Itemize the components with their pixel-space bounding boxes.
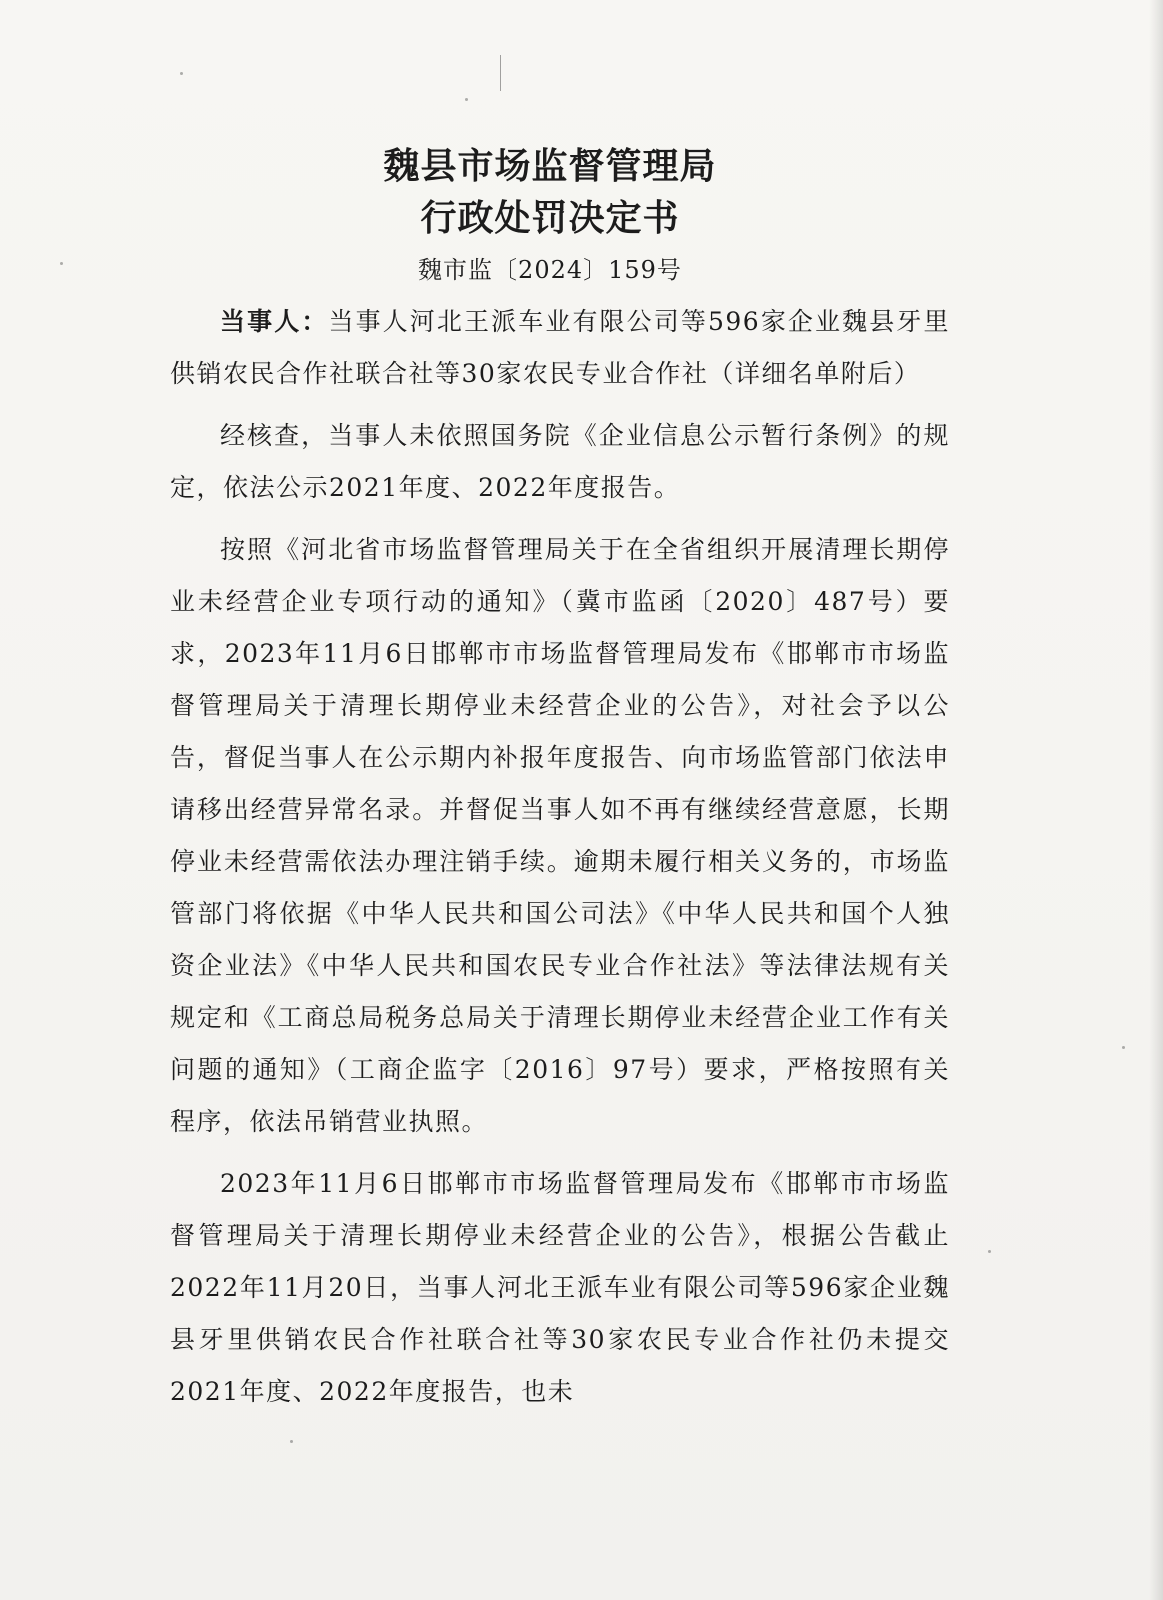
document-title-agency: 魏县市场监督管理局 bbox=[383, 146, 717, 187]
party-text: 当事人河北王派车业有限公司等596家企业魏县牙里供销农民合作社联合社等30家农民专业合作社（详细名单附后） bbox=[170, 307, 950, 388]
body-paragraph-1: 经核查，当事人未依照国务院《企业信息公示暂行条例》的规定，依法公示2021年度、2022年度报告。 bbox=[170, 421, 950, 502]
document-body bbox=[170, 296, 950, 1418]
body-paragraph-3: 2023年11月6日邯郸市市场监督管理局发布《邯郸市市场监督管理局关于清理长期停业未经营企业的公告》，根据公告截止2022年11月20日，当事人河北王派车业有限公司等596家企业魏县牙里供销农民合作社联合社等30家农民专业合作社仍未提交2021年度、2022年度报告，也未 bbox=[170, 1169, 950, 1406]
document-title-type: 行政处罚决定书 bbox=[420, 198, 680, 239]
scan-speck bbox=[465, 98, 468, 101]
scan-shadow-edge bbox=[1149, 0, 1163, 1600]
scan-speck bbox=[180, 72, 183, 75]
fold-mark bbox=[500, 55, 501, 91]
body-paragraph-2: 按照《河北省市场监督管理局关于在全省组织开展清理长期停业未经营企业专项行动的通知》（冀市监函〔2020〕487号）要求，2023年11月6日邯郸市市场监督管理局发布《邯郸市市场监督管理局关于清理长期停业未经营企业的公告》，对社会予以公告，督促当事人在公示期内补报年度报告、向市场监管部门依法申请移出经营异常名录。并督促当事人如不再有继续经营意愿，长期停业未经营需依法办理注销手续。逾期未履行相关义务的，市场监管部门将依据《中华人民共和国公司法》《中华人民共和国个人独资企业法》《中华人民共和国农民专业合作社法》等法律法规有关规定和《工商总局税务总局关于清理长期停业未经营企业工作有关问题的通知》（工商企监字〔2016〕97号）要求，严格按照有关程序，依法吊销营业执照。 bbox=[170, 535, 950, 1136]
party-paragraph bbox=[170, 296, 950, 400]
document-number: 魏市监〔2024〕159号 bbox=[418, 256, 682, 284]
scan-speck bbox=[290, 1440, 293, 1443]
party-label: 当事人： bbox=[220, 307, 329, 336]
scan-speck bbox=[988, 1250, 991, 1253]
scan-speck bbox=[1122, 1046, 1125, 1049]
